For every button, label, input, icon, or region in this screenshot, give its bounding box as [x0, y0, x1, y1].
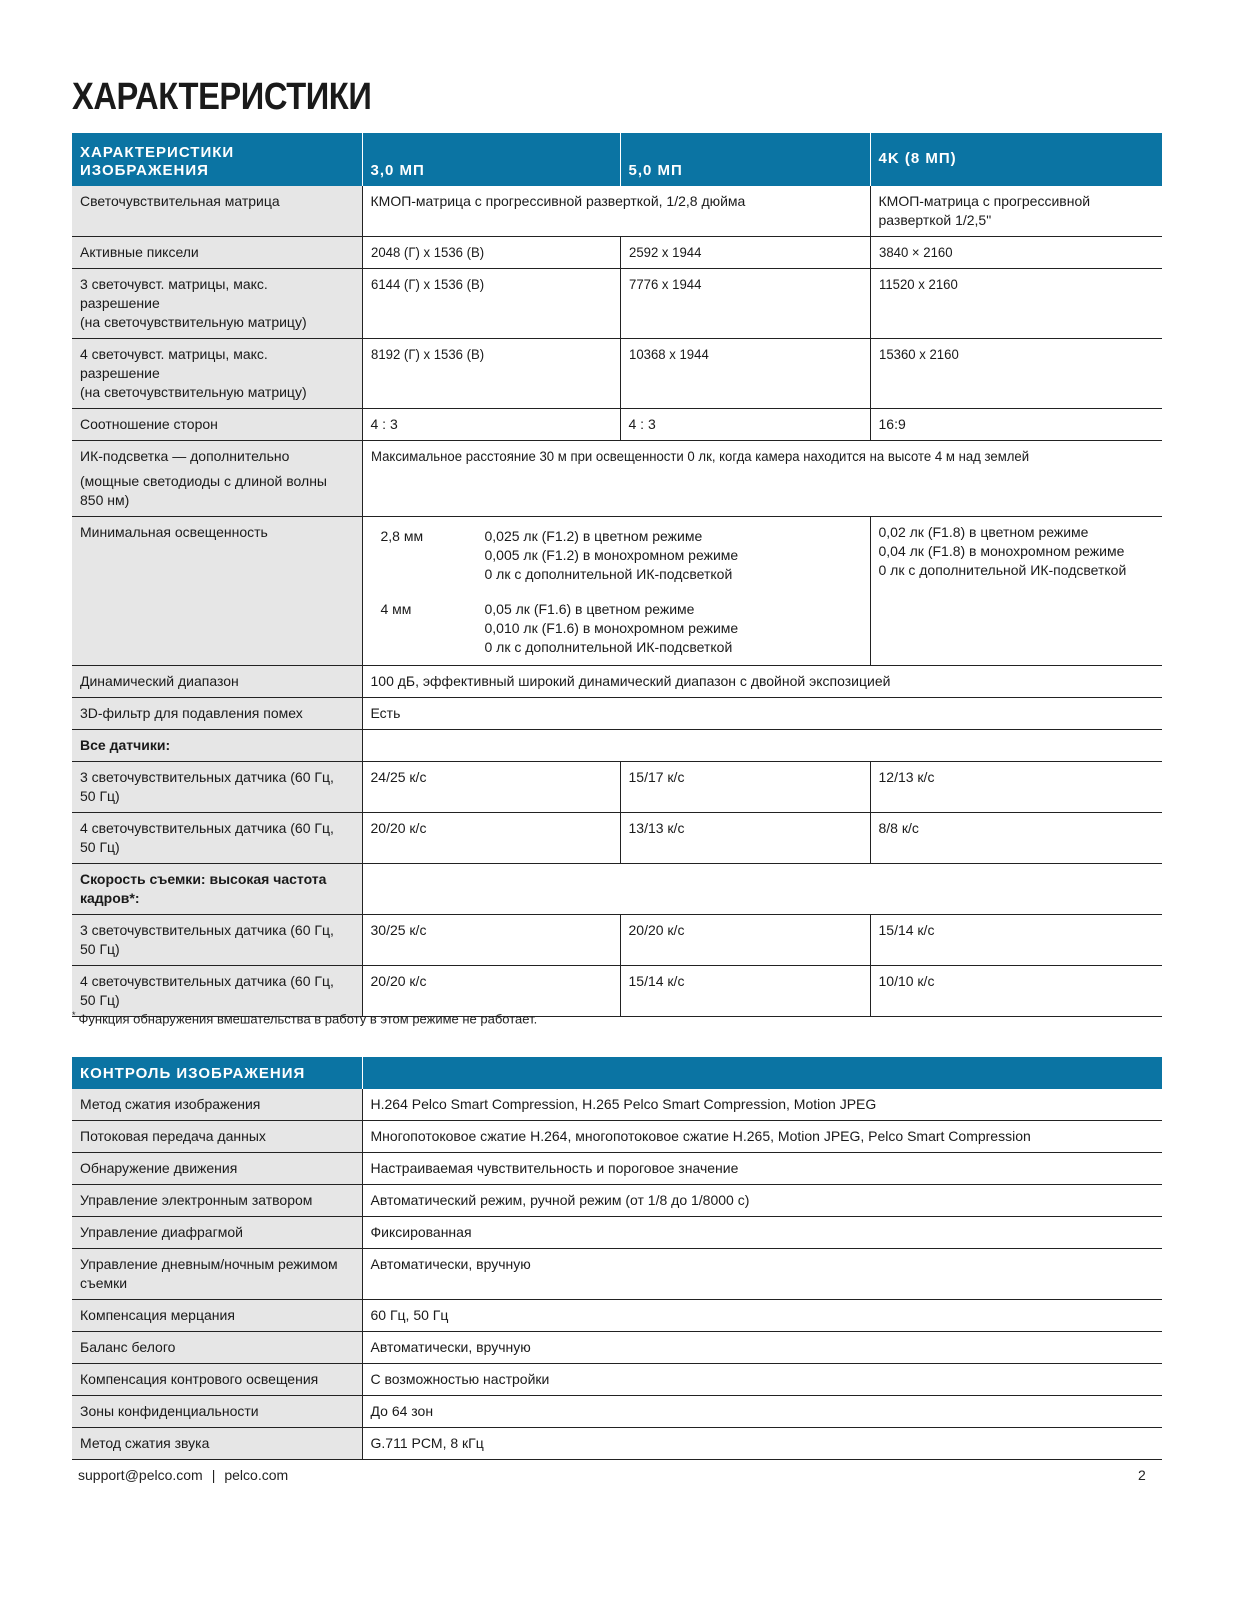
cell-value: 20/20 к/с [362, 966, 620, 1017]
footnote-mark: * [72, 1010, 76, 1020]
table-row [72, 269, 1162, 339]
cell-value: 8/8 к/с [870, 813, 1162, 864]
label-line: Баланс белого [80, 1339, 176, 1355]
cell-value: До 64 зон [362, 1396, 1162, 1428]
cell-value: 20/20 к/с [620, 915, 870, 966]
row-label [72, 1396, 362, 1428]
cell-value: Фиксированная [362, 1217, 1162, 1249]
label-line: 50 Гц) [80, 992, 120, 1008]
row-label: Светочувствительная матрица [72, 186, 362, 237]
illum-line: 0,005 лк (F1.2) в монохромном режиме [484, 547, 739, 563]
cell-value [870, 269, 1162, 339]
cell-value [362, 441, 1162, 517]
label-line: разрешение [80, 365, 160, 381]
row-label [72, 762, 362, 813]
row-label [72, 1153, 362, 1185]
table-row [72, 1217, 1162, 1249]
image-specs-table [72, 133, 1162, 1017]
table-row [72, 186, 1162, 237]
table-row [72, 915, 1162, 966]
cell-value: H.264 Pelco Smart Compression, H.265 Pelco Smart Compression, Motion JPEG [362, 1089, 1162, 1121]
table-header-row [72, 133, 1162, 186]
header-4k: 4K (8 МП) [870, 133, 1162, 186]
label-line: 3 светочувст. матрицы, макс. [80, 276, 268, 292]
footnote [72, 1010, 537, 1026]
table-row [72, 1364, 1162, 1396]
footer-email[interactable]: support@pelco.com [78, 1467, 203, 1483]
label-line: разрешение [80, 295, 160, 311]
header-3mp: 3,0 МП [362, 133, 620, 186]
cell-value [620, 339, 870, 409]
table-row [72, 1428, 1162, 1460]
illum-line: 0 лк с дополнительной ИК-подсветкой [484, 566, 733, 582]
cell-text: 2592 x 1944 [628, 244, 701, 260]
min-illum-grid [381, 527, 862, 657]
label-line: 4 светочувствительных датчика (60 Гц, [80, 820, 334, 836]
cell-value: 30/25 к/с [362, 915, 620, 966]
illum-line: 0,010 лк (F1.6) в монохромном режиме [484, 620, 739, 636]
illum-line: 0 лк с дополнительной ИК-подсветкой [484, 639, 733, 655]
cell-value: Автоматически, вручную [362, 1249, 1162, 1300]
cell-value [362, 269, 620, 339]
row-label [72, 339, 362, 409]
row-label [72, 1428, 362, 1460]
table-row [72, 1153, 1162, 1185]
label-line: 4 светочувствительных датчика (60 Гц, [80, 973, 334, 989]
row-label: Активные пиксели [72, 237, 362, 269]
label-line: Скорость съемки: высокая частота [80, 871, 327, 887]
label-line: 50 Гц) [80, 788, 120, 804]
cell-value: Автоматически, вручную [362, 1332, 1162, 1364]
illum-line: 0,02 лк (F1.8) в цветном режиме [878, 524, 1089, 540]
page-title: ХАРАКТЕРИСТИКИ [72, 76, 372, 118]
table-row [72, 237, 1162, 269]
cell-value: 13/13 к/с [620, 813, 870, 864]
row-label [72, 1121, 362, 1153]
cell-value [362, 237, 620, 269]
row-label: Динамический диапазон [72, 666, 362, 698]
label-line: Метод сжатия изображения [80, 1096, 261, 1112]
cell-value [620, 237, 870, 269]
row-label [72, 813, 362, 864]
label-line: Потоковая передача данных [80, 1128, 266, 1144]
row-label [72, 1364, 362, 1396]
cell-text: 11520 x 2160 [878, 276, 958, 292]
row-label [72, 269, 362, 339]
page-number: 2 [1138, 1467, 1146, 1483]
label-line: 50 Гц) [80, 839, 120, 855]
cell-text: 8192 (Г) x 1536 (В) [370, 346, 484, 362]
footnote-text: Функция обнаружения вмешательства в работу в этом режиме не работает. [78, 1011, 538, 1027]
cell-value: 15/14 к/с [620, 966, 870, 1017]
illum-line: 0,05 лк (F1.6) в цветном режиме [484, 601, 695, 617]
cell-value: 4 : 3 [620, 409, 870, 441]
label-line: Управление электронным затвором [80, 1192, 313, 1208]
section-label-high-rate [72, 864, 362, 915]
label-line: (на светочувствительную матрицу) [80, 314, 307, 330]
cell-value: 60 Гц, 50 Гц [362, 1300, 1162, 1332]
row-label: Соотношение сторон [72, 409, 362, 441]
cell-value: G.711 PCM, 8 кГц [362, 1428, 1162, 1460]
cell-value: Настраиваемая чувствительность и пороговое значение [362, 1153, 1162, 1185]
cell-value: 15/17 к/с [620, 762, 870, 813]
row-label [72, 1249, 362, 1300]
table-row [72, 762, 1162, 813]
label-line: (мощные светодиоды с длиной волны [80, 473, 327, 489]
footer-separator: | [211, 1467, 216, 1483]
lens-label: 2,8 мм [380, 528, 424, 544]
label-line: кадров*: [80, 890, 140, 906]
cell-text: Максимальное расстояние 30 м при освещенности 0 лк, когда камера находится на высоте 4 м над землей [370, 448, 1029, 464]
cell-text: 7776 x 1944 [628, 276, 701, 292]
cell-text: 2048 (Г) x 1536 (В) [370, 244, 484, 260]
footer-site[interactable]: pelco.com [224, 1467, 289, 1483]
cell-value: 10/10 к/с [870, 966, 1162, 1017]
table-row [72, 441, 1162, 517]
header-5mp: 5,0 МП [620, 133, 870, 186]
table-row [72, 1185, 1162, 1217]
cell-value [870, 237, 1162, 269]
label-line: Управление дневным/ночным режимом [80, 1256, 338, 1272]
table-row [72, 966, 1162, 1017]
label-line: съемки [80, 1275, 128, 1291]
lens-label: 4 мм [380, 601, 412, 617]
header-image-specs: ХАРАКТЕРИСТИКИ ИЗОБРАЖЕНИЯ [72, 133, 362, 186]
cell-value: 100 дБ, эффективный широкий динамический диапазон с двойной экспозицией [362, 666, 1162, 698]
label-line: (на светочувствительную матрицу) [80, 384, 307, 400]
table-row [72, 339, 1162, 409]
table-row [72, 1300, 1162, 1332]
cell-text: 10368 x 1944 [628, 346, 709, 362]
table-row [72, 1089, 1162, 1121]
cell-value [362, 517, 870, 666]
row-label [72, 1089, 362, 1121]
row-label: 3D-фильтр для подавления помех [72, 698, 362, 730]
cell-value [870, 517, 1162, 666]
footer-contacts [78, 1467, 288, 1483]
cell-value: КМОП-матрица с прогрессивной разверткой 1/2,5" [870, 186, 1162, 237]
illum-line: 0,025 лк (F1.2) в цветном режиме [484, 528, 703, 544]
label-line: Метод сжатия звука [80, 1435, 210, 1451]
header-empty [362, 1057, 1162, 1089]
cell-text: 15360 x 2160 [878, 346, 959, 362]
table-row [72, 1332, 1162, 1364]
label-line: Компенсация контрового освещения [80, 1371, 319, 1387]
table-row [72, 730, 1162, 762]
table-row [72, 1121, 1162, 1153]
row-label [72, 1332, 362, 1364]
table-row [72, 409, 1162, 441]
label-line: Обнаружение движения [80, 1160, 238, 1176]
cell-value [870, 339, 1162, 409]
cell-value: 12/13 к/с [870, 762, 1162, 813]
cell-value: Есть [362, 698, 1162, 730]
table-row [72, 666, 1162, 698]
row-label [72, 915, 362, 966]
label-line: 50 Гц) [80, 941, 120, 957]
illum-line: 0 лк с дополнительной ИК-подсветкой [878, 562, 1127, 578]
row-label [72, 1300, 362, 1332]
label-line: ИК-подсветка — дополнительно [80, 448, 290, 464]
table-row [72, 698, 1162, 730]
table-row [72, 864, 1162, 915]
cell-text: 3840 × 2160 [878, 244, 953, 260]
cell-value: 24/25 к/с [362, 762, 620, 813]
label-line: Зоны конфиденциальности [80, 1403, 259, 1419]
header-image-control: КОНТРОЛЬ ИЗОБРАЖЕНИЯ [72, 1057, 362, 1089]
image-control-table [72, 1057, 1162, 1460]
table-row [72, 1396, 1162, 1428]
table-row [72, 813, 1162, 864]
label-line: 3 светочувствительных датчика (60 Гц, [80, 922, 334, 938]
cell-value: КМОП-матрица с прогрессивной разверткой, 1/2,8 дюйма [362, 186, 870, 237]
cell-value [620, 269, 870, 339]
cell-value: С возможностью настройки [362, 1364, 1162, 1396]
cell-value: 4 : 3 [362, 409, 620, 441]
illum-line: 0,04 лк (F1.8) в монохромном режиме [878, 543, 1125, 559]
cell-value: Многопотоковое сжатие H.264, многопотоковое сжатие H.265, Motion JPEG, Pelco Smart Compression [362, 1121, 1162, 1153]
label-line: Управление диафрагмой [80, 1224, 243, 1240]
cell-value: 15/14 к/с [870, 915, 1162, 966]
label-line: 3 светочувствительных датчика (60 Гц, [80, 769, 334, 785]
table-row [72, 517, 1162, 666]
section-label-all-sensors: Все датчики: [72, 730, 362, 762]
row-label [72, 1217, 362, 1249]
cell-value [362, 339, 620, 409]
label-line: Компенсация мерцания [80, 1307, 235, 1323]
label-line: 850 нм) [80, 492, 130, 508]
cell-text: 6144 (Г) x 1536 (В) [370, 276, 484, 292]
row-label [72, 966, 362, 1017]
cell-value: 20/20 к/с [362, 813, 620, 864]
cell-value: 16:9 [870, 409, 1162, 441]
row-label [72, 441, 362, 517]
label-line: 4 светочувст. матрицы, макс. [80, 346, 268, 362]
cell-value: Автоматический режим, ручной режим (от 1/8 до 1/8000 с) [362, 1185, 1162, 1217]
table-row [72, 1249, 1162, 1300]
table-header-row [72, 1057, 1162, 1089]
cell-empty [362, 730, 1162, 762]
cell-empty [362, 864, 1162, 915]
row-label [72, 1185, 362, 1217]
row-label: Минимальная освещенность [72, 517, 362, 666]
